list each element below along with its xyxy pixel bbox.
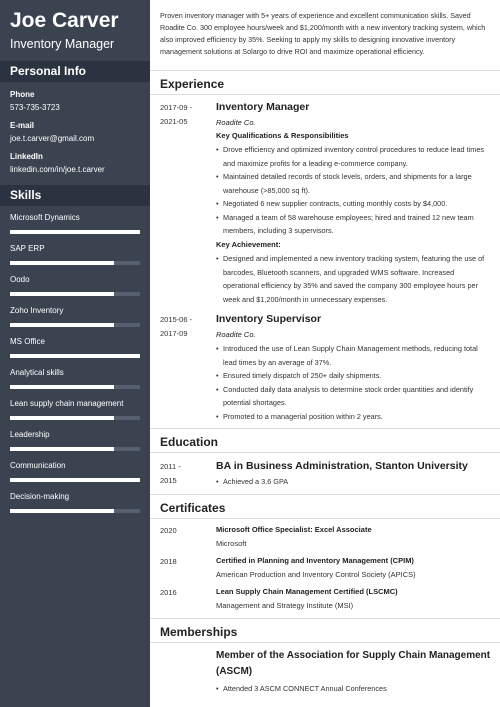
candidate-name: Joe Carver bbox=[10, 9, 119, 32]
skill-bar bbox=[10, 385, 140, 389]
sidebar bbox=[0, 0, 150, 707]
skill-item bbox=[10, 461, 140, 471]
job-bullet-list bbox=[216, 143, 491, 238]
skill-item bbox=[10, 244, 140, 254]
skill-name: Microsoft Dynamics bbox=[10, 213, 80, 222]
education-bullet-list bbox=[216, 475, 491, 489]
job-company: Roadite Co. bbox=[216, 330, 256, 339]
job-bullet-list bbox=[216, 342, 491, 423]
certificate-org: Microsoft bbox=[216, 539, 247, 548]
skill-name: Zoho Inventory bbox=[10, 306, 64, 315]
membership-title: Member of the Association for Supply Chain Management (ASCM) bbox=[216, 650, 491, 677]
skill-bar bbox=[10, 354, 140, 358]
skill-bar-fill bbox=[10, 230, 140, 234]
certificate-org: Management and Strategy Institute (MSI) bbox=[216, 601, 354, 610]
skill-bar bbox=[10, 478, 140, 482]
list-item: • Ensured timely dispatch of 250+ daily shipments. bbox=[216, 369, 491, 383]
section-divider bbox=[150, 518, 500, 519]
education-degree: BA in Business Administration, Stanton University bbox=[216, 460, 468, 472]
skill-bar-fill bbox=[10, 354, 140, 358]
list-item: • Managed a team of 58 warehouse employees; hired and trained 12 new team members, including 3 supervisors. bbox=[216, 211, 491, 238]
phone-value: 573-735-3723 bbox=[10, 103, 60, 112]
certificate-year: 2018 bbox=[160, 557, 177, 566]
job-date-end: 2021-05 bbox=[160, 117, 188, 126]
skill-bar-fill bbox=[10, 385, 114, 389]
skill-bar bbox=[10, 509, 140, 513]
skills-heading: Skills bbox=[0, 185, 150, 206]
skill-bar-fill bbox=[10, 447, 114, 451]
skill-item bbox=[10, 399, 140, 409]
email-label: E-mail bbox=[10, 121, 35, 130]
education-date-start: 2011 - bbox=[160, 462, 181, 471]
skill-name: Lean supply chain management bbox=[10, 399, 124, 408]
skill-name: Analytical skills bbox=[10, 368, 64, 377]
job-title: Inventory Supervisor bbox=[216, 313, 322, 325]
education-heading: Education bbox=[160, 435, 219, 449]
list-item: • Attended 3 ASCM CONNECT Annual Conferences bbox=[216, 682, 491, 696]
candidate-role: Inventory Manager bbox=[10, 37, 115, 51]
section-divider bbox=[150, 494, 500, 495]
skill-item bbox=[10, 306, 140, 316]
job-title: Inventory Manager bbox=[216, 101, 310, 113]
skill-bar-fill bbox=[10, 416, 114, 420]
list-item: • Maintained detailed records of stock levels, orders, and shipments for a large warehouse (>85,000 sq ft). bbox=[216, 170, 491, 197]
qualifications-heading: Key Qualifications & Responsibilities bbox=[216, 131, 349, 140]
list-item: • Achieved a 3.6 GPA bbox=[216, 475, 491, 489]
skill-item bbox=[10, 492, 140, 502]
skill-bar-fill bbox=[10, 292, 114, 296]
skill-bar bbox=[10, 323, 140, 327]
skill-name: SAP ERP bbox=[10, 244, 45, 253]
skill-item bbox=[10, 275, 140, 285]
phone-label: Phone bbox=[10, 90, 35, 99]
skill-bar bbox=[10, 292, 140, 296]
skill-name: Decision-making bbox=[10, 492, 70, 501]
certificate-title: Certified in Planning and Inventory Management (CPIM) bbox=[216, 556, 414, 565]
memberships-heading: Memberships bbox=[160, 625, 238, 639]
section-divider bbox=[150, 642, 500, 643]
skill-name: Oodo bbox=[10, 275, 30, 284]
list-item: • Negotiated 6 new supplier contracts, cutting monthly costs by $4,000. bbox=[216, 197, 491, 211]
skill-item bbox=[10, 213, 140, 223]
personal-info-heading: Personal Info bbox=[0, 61, 150, 82]
skill-bar bbox=[10, 230, 140, 234]
achievement-list bbox=[216, 252, 491, 306]
skill-bar bbox=[10, 416, 140, 420]
section-divider bbox=[150, 618, 500, 619]
linkedin-label: LinkedIn bbox=[10, 152, 43, 161]
skill-bar bbox=[10, 261, 140, 265]
skill-item bbox=[10, 368, 140, 378]
list-item: • Drove efficiency and optimized inventory control procedures to reduce lead times and maximize profits for a leading e-commerce company. bbox=[216, 143, 491, 170]
skill-item bbox=[10, 430, 140, 440]
achievement-heading: Key Achievement: bbox=[216, 240, 281, 249]
skill-bar-fill bbox=[10, 509, 114, 513]
summary-text: Proven inventory manager with 5+ years of experience and excellent communication skills. Saved Roadite Co. 300 employee hours/week and $1,200/month with a new inventory tracking system, which also improved efficiency by 35%. Seeking to apply my skills to designing innovative inventory management solutions at Solargo to drive ROI and maximize operational efficiency. bbox=[160, 11, 486, 56]
education-date-end: 2015 bbox=[160, 476, 177, 485]
skill-bar bbox=[10, 447, 140, 451]
certificate-title: Microsoft Office Specialist: Excel Associate bbox=[216, 525, 372, 534]
skill-name: Leadership bbox=[10, 430, 50, 439]
skill-name: Communication bbox=[10, 461, 66, 470]
skill-item bbox=[10, 337, 140, 347]
list-item: • Promoted to a managerial position within 2 years. bbox=[216, 410, 491, 424]
skill-name: MS Office bbox=[10, 337, 45, 346]
list-item: • Introduced the use of Lean Supply Chain Management methods, reducing total lead times by an average of 37%. bbox=[216, 342, 491, 369]
skill-bar-fill bbox=[10, 478, 140, 482]
section-divider bbox=[150, 452, 500, 453]
list-item: • Designed and implemented a new inventory tracking system, featuring the use of barcodes, Bluetooth scanners, and upgraded WMS software. Increased operational efficiency by 35% and saved the company 300 employee hours per week and $1,200/month in unnecessary expenses. bbox=[216, 252, 491, 306]
email-value[interactable]: joe.t.carver@gmail.com bbox=[10, 134, 95, 143]
job-company: Roadite Co. bbox=[216, 118, 256, 127]
section-divider bbox=[150, 70, 500, 71]
linkedin-value[interactable]: linkedin.com/in/joe.t.carver bbox=[10, 165, 105, 174]
list-item: • Conducted daily data analysis to determine stock order quantities and identify potential shortages. bbox=[216, 383, 491, 410]
job-date-end: 2017-09 bbox=[160, 329, 188, 338]
certificate-year: 2016 bbox=[160, 588, 177, 597]
certificate-org: American Production and Inventory Control Society (APICS) bbox=[216, 570, 416, 579]
section-divider bbox=[150, 428, 500, 429]
main-content bbox=[150, 0, 500, 707]
job-date-start: 2015-06 - bbox=[160, 315, 193, 324]
membership-bullet-list bbox=[216, 682, 491, 696]
certificate-title: Lean Supply Chain Management Certified (LSCMC) bbox=[216, 587, 398, 596]
job-date-start: 2017-09 - bbox=[160, 103, 193, 112]
skill-bar-fill bbox=[10, 323, 114, 327]
certificates-heading: Certificates bbox=[160, 501, 226, 515]
certificate-year: 2020 bbox=[160, 526, 177, 535]
section-divider bbox=[150, 94, 500, 95]
experience-heading: Experience bbox=[160, 77, 225, 91]
skill-bar-fill bbox=[10, 261, 114, 265]
